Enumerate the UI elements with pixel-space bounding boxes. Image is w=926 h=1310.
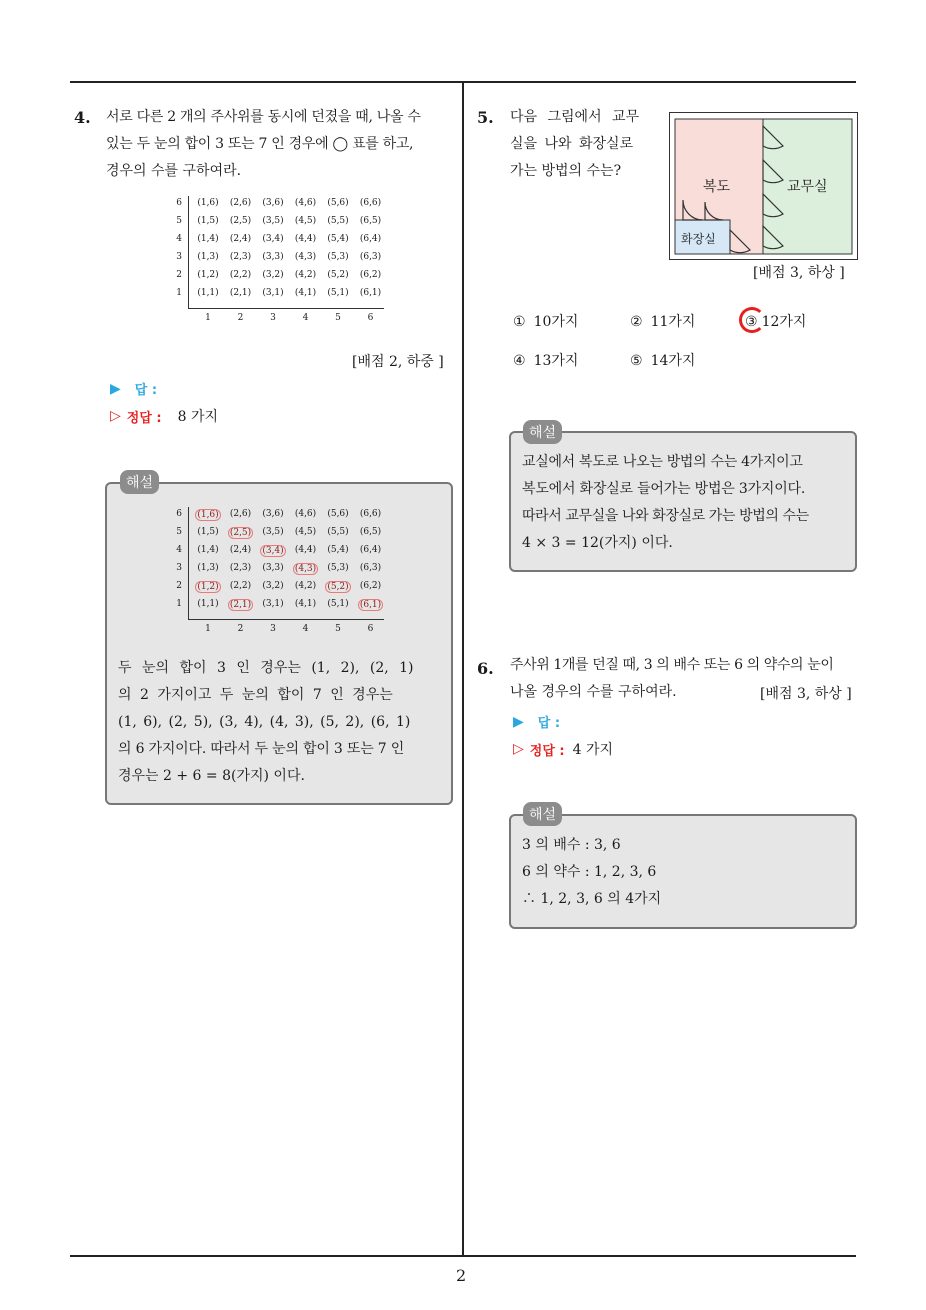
q5-number: 5.: [477, 108, 494, 127]
grid-cell: (5,2): [327, 582, 349, 592]
grid-cell: (5,4): [327, 234, 349, 244]
q6-answer: [513, 712, 560, 731]
grid-cell: (4,1): [294, 288, 317, 298]
grid-cell: (6,4): [359, 234, 382, 244]
grid-cell: (1,6): [197, 198, 219, 208]
grid-y-axis: [188, 507, 189, 619]
grid-cell: (2,4): [229, 234, 252, 244]
q5-explanation-tag: 해설: [523, 420, 562, 444]
q5-line-2: 실을 나와 화장실로: [510, 136, 634, 152]
grid-cell: (5,6): [327, 198, 349, 208]
grid-y-label: 3: [176, 563, 182, 573]
grid-y-label: 1: [176, 288, 182, 298]
q4-question: [106, 104, 456, 185]
grid-cell: (5,5): [327, 527, 349, 537]
q5-question: [510, 104, 660, 185]
grid-cell: (6,3): [359, 563, 382, 573]
grid-y-label: 6: [176, 198, 182, 208]
q5-expl-line-1: 교실에서 복도로 나오는 방법의 수는 4가지이고: [522, 454, 803, 470]
grid-cell: (4,6): [294, 198, 317, 208]
grid-cell: (1,1): [197, 599, 219, 609]
grid-cell: (2,3): [229, 252, 252, 262]
q6-correct-label: 정답 :: [529, 743, 565, 759]
grid-cell: (2,3): [229, 563, 252, 573]
grid-y-label: 4: [176, 234, 182, 244]
q5-expl-line-3: 따라서 교무실을 나와 화장실로 가는 방법의 수는: [522, 508, 809, 524]
grid-x-label: 4: [302, 313, 309, 323]
grid-cell: (5,3): [327, 252, 349, 262]
grid-cell: (1,4): [197, 545, 219, 555]
correct-choice-mark: ③: [745, 314, 758, 330]
grid-cell: (1,4): [197, 234, 219, 244]
grid-cell: (5,1): [327, 599, 349, 609]
q4-explanation-tag: 해설: [120, 470, 159, 494]
grid-cell: (1,2): [197, 582, 219, 592]
q4-answer-label: 답 :: [134, 383, 158, 398]
grid-cell: (6,3): [359, 252, 382, 262]
grid-cell: (3,1): [262, 288, 284, 298]
office-label: 교무실: [787, 179, 828, 195]
q6-correct-answer: [513, 739, 613, 759]
grid-cell: (4,3): [294, 252, 317, 262]
q4-number: 4.: [74, 108, 91, 127]
q5-expl-line-2: 복도에서 화장실로 들어가는 방법은 3가지이다.: [522, 481, 806, 497]
grid-cell: (5,2): [327, 270, 349, 280]
grid-y-label: 2: [176, 581, 182, 591]
grid-cell: (1,2): [197, 270, 219, 280]
correct-arrow-icon: ▷: [110, 408, 121, 424]
grid-cell: (6,1): [359, 600, 382, 610]
grid-cell: (3,2): [262, 581, 284, 591]
q6-expl-line-2: 6 의 약수 : 1, 2, 3, 6: [522, 864, 657, 880]
grid-x-label: 4: [302, 624, 309, 634]
grid-cell: (5,5): [327, 216, 349, 226]
grid-x-label: 5: [335, 313, 341, 323]
answer-arrow-icon: ▶: [110, 380, 121, 397]
grid-cell: (3,3): [262, 563, 284, 573]
q6-correct-value: 4 가지: [572, 742, 614, 758]
grid-cell: (6,1): [359, 288, 382, 298]
q6-expl-line-3: ∴ 1, 2, 3, 6 의 4가지: [522, 891, 662, 907]
grid-cell: (3,4): [262, 234, 284, 244]
grid-cell: (3,5): [262, 216, 284, 226]
q6-line-1: 주사위 1개를 던질 때, 3 의 배수 또는 6 의 약수의 눈이: [510, 657, 834, 673]
q5-choice-2[interactable]: ② 11가지: [630, 314, 696, 330]
grid-x-axis: [188, 308, 384, 309]
grid-cell: (6,4): [359, 545, 382, 555]
q4-expl-line-2: 의 2 가지이고 두 눈의 합이 7 인 경우는: [118, 687, 393, 703]
grid-cell: (6,5): [359, 527, 382, 537]
grid-cell: (2,1): [229, 600, 252, 610]
grid-cell: (5,1): [327, 288, 349, 298]
bottom-rule: [70, 1255, 856, 1257]
q6-expl-line-1: 3 의 배수 : 3, 6: [522, 837, 621, 853]
q4-line-1: 서로 다른 2 개의 주사위를 동시에 던졌을 때, 나올 수: [106, 109, 421, 125]
grid-cell: (4,3): [294, 564, 317, 574]
grid-cell: (1,5): [197, 527, 219, 537]
grid-cell: (2,5): [229, 528, 252, 538]
grid-cell: (1,1): [197, 288, 219, 298]
q5-choice-5[interactable]: ⑤ 14가지: [630, 353, 696, 369]
grid-cell: (1,6): [197, 510, 219, 520]
grid-cell: (3,6): [262, 509, 284, 519]
hallway-label: 복도: [703, 179, 731, 195]
correct-arrow-icon: ▷: [513, 741, 524, 757]
q6-number: 6.: [477, 659, 494, 678]
grid-cell: (2,5): [229, 216, 252, 226]
q5-score: [배점 3, 하상 ]: [753, 265, 845, 281]
answer-arrow-icon: ▶: [513, 713, 524, 730]
grid-cell: (4,1): [294, 599, 317, 609]
q5-line-3: 가는 방법의 수는?: [510, 163, 622, 179]
grid-cell: (6,6): [359, 509, 382, 519]
grid-cell: (4,6): [294, 509, 317, 519]
grid-x-label: 1: [205, 624, 211, 634]
q4-dice-grid: [170, 196, 390, 324]
q6-score: [배점 3, 하상 ]: [760, 686, 852, 702]
grid-x-label: 2: [237, 313, 244, 323]
grid-y-label: 4: [176, 545, 182, 555]
grid-cell: (6,2): [359, 581, 382, 591]
grid-y-label: 6: [176, 509, 182, 519]
grid-cell: (4,2): [294, 270, 317, 280]
q5-choice-3[interactable]: ③ 12가지: [745, 311, 806, 331]
q6-explanation-tag: 해설: [523, 802, 562, 826]
column-divider: [462, 81, 464, 1257]
q4-explanation-text: [118, 655, 442, 790]
grid-cell: (3,5): [262, 527, 284, 537]
q4-score: [배점 2, 하중 ]: [352, 354, 444, 370]
grid-cell: (4,2): [294, 581, 317, 591]
q4-expl-line-5: 경우는 2 + 6 = 8(가지) 이다.: [118, 768, 305, 784]
grid-cell: (4,4): [294, 545, 317, 555]
grid-x-label: 6: [367, 313, 374, 323]
grid-y-axis: [188, 196, 189, 308]
q4-answer: [110, 379, 157, 398]
q5-choice-1[interactable]: ① 10가지: [513, 314, 579, 330]
grid-cell: (4,5): [294, 216, 317, 226]
grid-cell: (1,3): [197, 563, 219, 573]
q5-choice-4[interactable]: ④ 13가지: [513, 353, 579, 369]
grid-cell: (4,4): [294, 234, 317, 244]
q5-line-1: 다음 그림에서 교무: [510, 109, 640, 125]
q4-correct-answer: [110, 406, 218, 426]
grid-cell: (6,6): [359, 198, 382, 208]
q5-explanation-text: [522, 449, 850, 557]
restroom-label: 화장실: [681, 232, 716, 246]
grid-x-axis: [188, 619, 384, 620]
q6-explanation-text: [522, 832, 850, 913]
q4-expl-line-4: 의 6 가지이다. 따라서 두 눈의 합이 3 또는 7 인: [118, 741, 405, 757]
q4-expl-line-3: (1, 6), (2, 5), (3, 4), (4, 3), (5, 2), (6, 1): [118, 714, 411, 730]
grid-x-label: 1: [205, 313, 211, 323]
grid-cell: (6,2): [359, 270, 382, 280]
grid-cell: (6,5): [359, 216, 382, 226]
grid-x-label: 3: [270, 313, 276, 323]
grid-cell: (2,2): [229, 270, 252, 280]
grid-y-label: 3: [176, 252, 182, 262]
q6-line-2: 나올 경우의 수를 구하여라.: [510, 684, 677, 700]
q4-solution-grid: [170, 507, 390, 635]
grid-y-label: 1: [176, 599, 182, 609]
grid-cell: (1,5): [197, 216, 219, 226]
page-number: 2: [456, 1266, 467, 1285]
grid-cell: (3,1): [262, 599, 284, 609]
grid-cell: (3,6): [262, 198, 284, 208]
correct-circle-icon: [739, 307, 765, 333]
grid-y-label: 5: [176, 527, 182, 537]
grid-y-label: 5: [176, 216, 182, 226]
grid-x-label: 6: [367, 624, 374, 634]
grid-cell: (3,2): [262, 270, 284, 280]
grid-cell: (4,5): [294, 527, 317, 537]
grid-cell: (2,6): [229, 198, 252, 208]
q5-expl-line-4: 4 × 3 = 12(가지) 이다.: [522, 535, 673, 551]
q4-line-3: 경우의 수를 구하여라.: [106, 163, 242, 179]
grid-cell: (2,6): [229, 509, 252, 519]
q4-correct-value: 8 가지: [177, 409, 219, 425]
q4-expl-line-1: 두 눈의 합이 3 인 경우는 (1, 2), (2, 1): [118, 660, 414, 676]
grid-cell: (5,6): [327, 509, 349, 519]
q5-floor-plan: [669, 112, 859, 260]
grid-cell: (3,3): [262, 252, 284, 262]
grid-cell: (2,4): [229, 545, 252, 555]
q4-correct-label: 정답 :: [126, 410, 162, 426]
grid-cell: (2,2): [229, 581, 252, 591]
grid-x-label: 5: [335, 624, 341, 634]
grid-x-label: 3: [270, 624, 276, 634]
grid-cell: (1,3): [197, 252, 219, 262]
q4-line-2: 있는 두 눈의 합이 3 또는 7 인 경우에 ◯ 표를 하고,: [106, 136, 414, 152]
grid-cell: (2,1): [229, 288, 252, 298]
grid-cell: (3,4): [262, 546, 284, 556]
grid-cell: (5,4): [327, 545, 349, 555]
q6-answer-label: 답 :: [537, 716, 561, 731]
grid-cell: (5,3): [327, 563, 349, 573]
grid-x-label: 2: [237, 624, 244, 634]
grid-y-label: 2: [176, 270, 182, 280]
